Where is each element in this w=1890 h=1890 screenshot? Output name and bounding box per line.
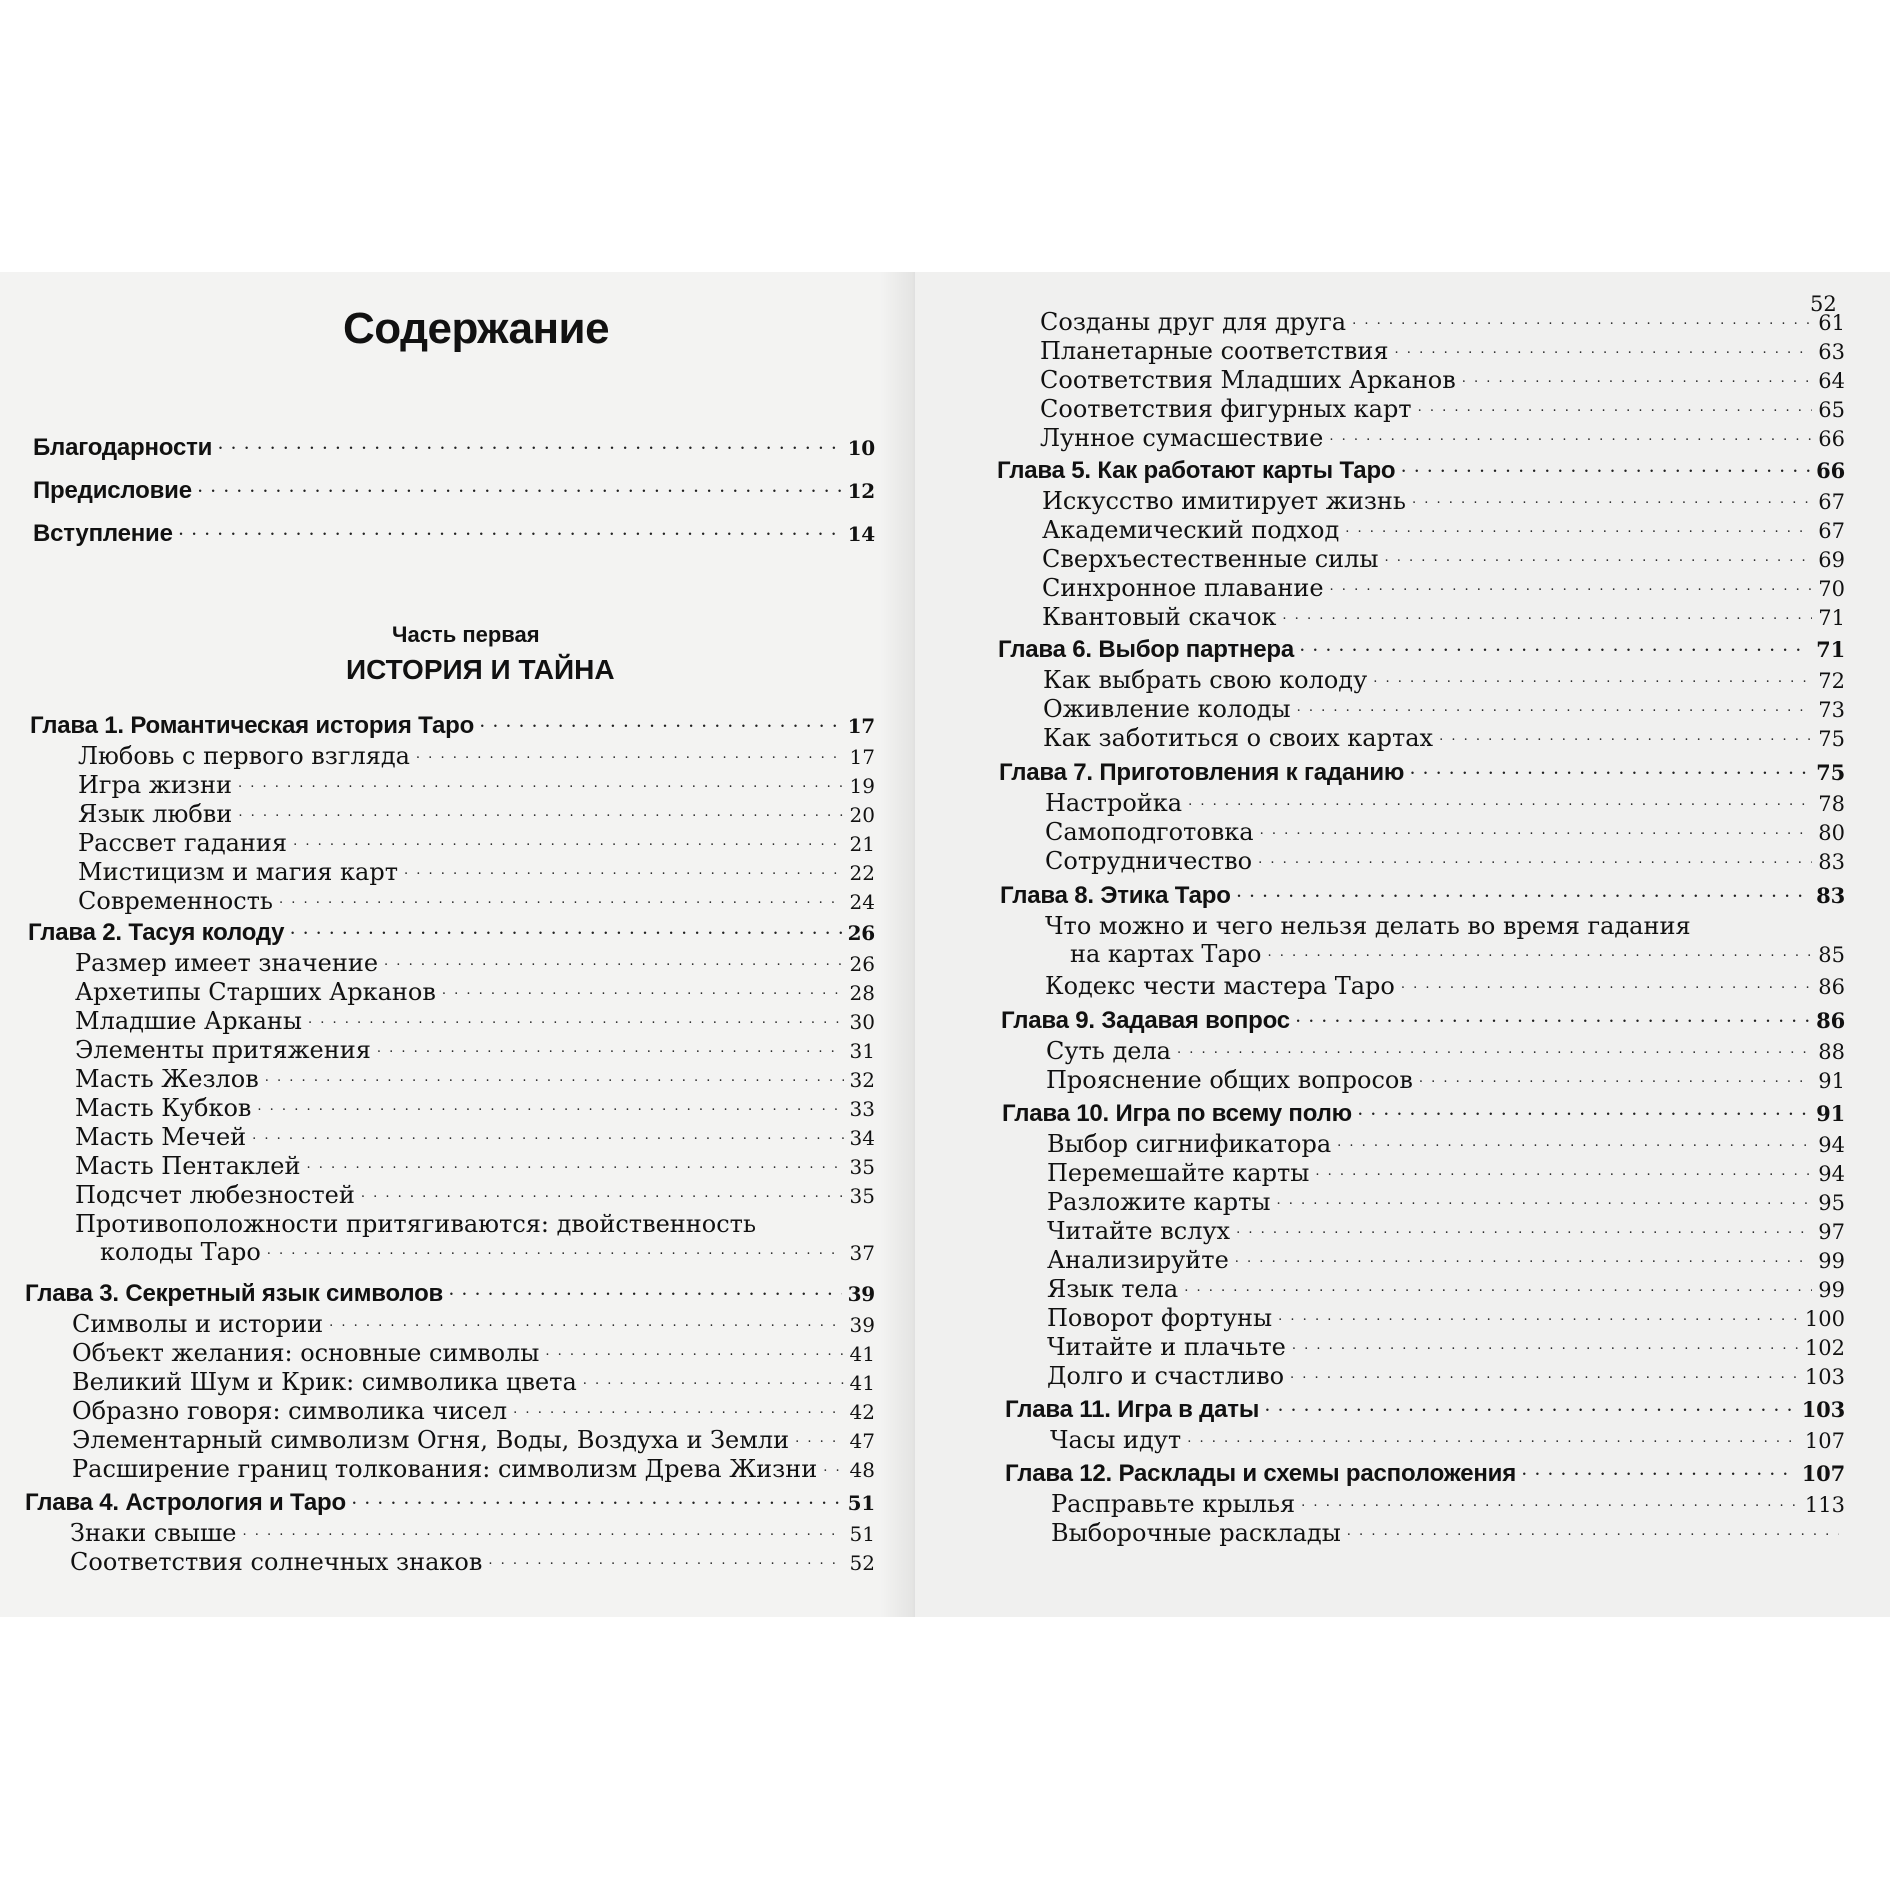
toc-entry-label-line2: колоды Таро — [100, 1238, 261, 1266]
leader-dots — [488, 1542, 843, 1570]
toc-entry-label: Поворот фортуны — [1047, 1304, 1273, 1332]
leader-dots — [1337, 1124, 1812, 1152]
toc-entry-label-line2: на картах Таро — [1070, 940, 1262, 968]
toc-entry-page: 41 — [849, 1371, 875, 1395]
toc-entry-label: Знаки свыше — [70, 1519, 237, 1547]
chapter-label: Глава 2. Тасуя колоду — [28, 919, 285, 946]
leader-dots — [480, 706, 842, 734]
toc-entry-label: Архетипы Старших Арканов — [75, 978, 436, 1006]
toc-entry-label: Масть Мечей — [75, 1123, 247, 1151]
toc-entry-page: 72 — [1818, 669, 1845, 693]
toc-entry-label: Созданы друг для друга — [1040, 308, 1347, 336]
toc-entry-page: 95 — [1818, 1191, 1845, 1215]
toc-entry-label: Лунное сумасшествие — [1040, 424, 1324, 452]
chapter-page: 51 — [847, 1491, 875, 1515]
toc-entry-label: Квантовый скачок — [1042, 603, 1277, 631]
leader-dots — [1278, 1298, 1799, 1326]
toc-entry-multiline[interactable] — [1045, 912, 1845, 968]
toc-entry-label: Язык тела — [1047, 1275, 1179, 1303]
chapter-page: 83 — [1816, 883, 1845, 908]
leader-dots — [1296, 1001, 1810, 1029]
chapter-page: 91 — [1816, 1101, 1845, 1126]
toc-entry[interactable] — [1040, 424, 1845, 452]
toc-entry-label: Масть Жезлов — [75, 1065, 259, 1093]
toc-entry-label: Как заботиться о своих картах — [1043, 724, 1434, 752]
toc-entry-label: Выбор сигнификатора — [1047, 1130, 1332, 1158]
toc-entry-label: Планетарные соответствия — [1040, 337, 1389, 365]
toc-entry-multiline[interactable] — [75, 1210, 875, 1266]
leader-dots — [257, 1088, 843, 1116]
leader-dots — [1187, 1420, 1799, 1448]
leader-dots — [279, 881, 844, 909]
toc-entry-page: 78 — [1818, 792, 1845, 816]
toc-entry-page: 71 — [1818, 606, 1845, 630]
toc-entry[interactable] — [1047, 1362, 1845, 1390]
chapter-page: 75 — [1816, 760, 1845, 785]
toc-entry[interactable] — [78, 887, 875, 915]
toc-entry-page: 70 — [1818, 577, 1845, 601]
part-title: ИСТОРИЯ И ТАЙНА — [346, 654, 615, 685]
leader-dots — [1401, 451, 1810, 479]
toc-entry-label: Перемешайте карты — [1047, 1159, 1310, 1187]
toc-entry-label: Прояснение общих вопросов — [1046, 1066, 1413, 1094]
toc-entry-page: 66 — [1818, 427, 1845, 451]
toc-entry-page: 85 — [1818, 943, 1845, 967]
right-page — [915, 272, 1890, 1617]
toc-entry-page: 37 — [849, 1241, 875, 1265]
toc-entry[interactable] — [72, 1426, 875, 1454]
toc-entry-label: Элементы притяжения — [75, 1036, 371, 1064]
leader-dots — [1439, 718, 1812, 746]
leader-dots — [1290, 1356, 1799, 1384]
toc-entry-page: 14 — [847, 522, 875, 546]
toc-entry[interactable] — [1045, 972, 1845, 1000]
toc-entry[interactable] — [33, 520, 875, 548]
leader-dots — [267, 1232, 844, 1260]
toc-entry-label: Долго и счастливо — [1047, 1362, 1285, 1390]
toc-entry-label: Настройка — [1045, 789, 1183, 817]
toc-entry-label: Выборочные расклады — [1051, 1519, 1341, 1547]
toc-entry-label: Подсчет любезностей — [75, 1181, 355, 1209]
toc-entry-label: Символы и истории — [72, 1310, 324, 1338]
toc-entry-page: 34 — [849, 1126, 875, 1150]
toc-entry-page: 10 — [847, 436, 875, 460]
toc-entry-page: 33 — [849, 1097, 875, 1121]
toc-entry-page: 69 — [1818, 548, 1845, 572]
toc-entry-page: 64 — [1818, 369, 1845, 393]
leader-dots — [1522, 1454, 1796, 1482]
toc-entry-page: 42 — [849, 1400, 875, 1424]
toc-entry-page: 94 — [1818, 1133, 1845, 1157]
leader-dots — [1373, 660, 1812, 688]
toc-entry-label: Кодекс чести мастера Таро — [1045, 972, 1395, 1000]
toc-entry-label: Современность — [78, 887, 273, 915]
leader-dots — [795, 1420, 843, 1448]
toc-entry-label: Рассвет гадания — [78, 829, 288, 857]
toc-entry-label: Объект желания: основные символы — [72, 1339, 540, 1367]
toc-entry-page: 103 — [1804, 1365, 1845, 1389]
leader-dots — [238, 794, 843, 822]
toc-entry-label-line1: Противоположности притягиваются: двойственность — [75, 1210, 757, 1238]
chapter-label: Глава 8. Этика Таро — [1000, 882, 1231, 909]
toc-entry-page: 22 — [849, 861, 875, 885]
toc-entry-label: Искусство имитирует жизнь — [1042, 487, 1406, 515]
toc-entry-label: Академический подход — [1042, 516, 1340, 544]
chapter-label: Глава 7. Приготовления к гаданию — [999, 759, 1405, 786]
toc-entry[interactable] — [33, 477, 875, 505]
toc-entry-page: 100 — [1804, 1307, 1845, 1331]
toc-entry-label: Размер имеет значение — [75, 949, 379, 977]
leader-dots — [1236, 1211, 1812, 1239]
toc-entry-label: Синхронное плавание — [1042, 574, 1324, 602]
leader-dots — [1330, 568, 1813, 596]
leader-dots — [1401, 966, 1812, 994]
leader-dots — [306, 1146, 843, 1174]
leader-dots — [377, 1030, 844, 1058]
leader-dots — [404, 852, 844, 880]
chapter-label: Глава 10. Игра по всему полю — [1002, 1100, 1352, 1127]
chapter-page: 26 — [847, 921, 875, 945]
toc-entry[interactable] — [1050, 1426, 1845, 1454]
toc-entry-label: Сотрудничество — [1045, 847, 1253, 875]
chapter-page: 39 — [847, 1282, 875, 1306]
chapter-page: 86 — [1816, 1008, 1845, 1033]
leader-dots — [442, 972, 844, 1000]
leader-dots — [1412, 481, 1812, 509]
leader-dots — [1265, 1390, 1796, 1418]
chapter-label: Глава 3. Секретный язык символов — [25, 1280, 444, 1307]
toc-entry-label: Читайте вслух — [1047, 1217, 1231, 1245]
leader-dots — [1235, 1240, 1812, 1268]
toc-entry-page: 39 — [849, 1313, 875, 1337]
leader-dots — [1301, 1484, 1799, 1512]
toc-entry-label: Самоподготовка — [1045, 818, 1254, 846]
toc-entry-label: Соответствия Младших Арканов — [1040, 366, 1456, 394]
leader-dots — [823, 1449, 843, 1477]
toc-entry-label: Соответствия солнечных знаков — [70, 1548, 483, 1576]
toc-entry-page: 91 — [1818, 1069, 1845, 1093]
page-title: Содержание — [343, 304, 610, 353]
leader-dots — [1410, 753, 1810, 781]
book-spread — [0, 272, 1890, 1617]
chapter-label: Глава 4. Астрология и Таро — [25, 1489, 346, 1516]
toc-entry[interactable] — [1043, 724, 1845, 752]
leader-dots — [1419, 1060, 1812, 1088]
toc-entry-label: Игра жизни — [78, 771, 232, 799]
leader-dots — [1282, 597, 1812, 625]
leader-dots — [1276, 1182, 1812, 1210]
leader-dots — [179, 514, 842, 542]
chapter-label: Глава 1. Романтическая история Таро — [30, 712, 475, 739]
toc-entry-page: 28 — [849, 981, 875, 1005]
toc-entry-page: 31 — [849, 1039, 875, 1063]
toc-entry-page: 73 — [1818, 698, 1845, 722]
toc-entry-page: 107 — [1804, 1429, 1845, 1453]
leader-dots — [218, 428, 841, 456]
toc-entry-page: 41 — [849, 1342, 875, 1366]
toc-entry-page: 97 — [1818, 1220, 1845, 1244]
toc-entry-label: Элементарный символизм Огня, Воды, Воздуха и Земли — [72, 1426, 790, 1454]
toc-entry-page: 67 — [1818, 519, 1845, 543]
leader-dots — [1188, 783, 1812, 811]
toc-entry-label: Анализируйте — [1047, 1246, 1229, 1274]
toc-entry-page: 24 — [849, 890, 875, 914]
toc-entry-label: Соответствия фигурных карт — [1040, 395, 1412, 423]
toc-entry-label: Расширение границ толкования: символизм Древа Жизни — [72, 1455, 818, 1483]
chapter-label: Глава 11. Игра в даты — [1005, 1396, 1260, 1423]
toc-entry-page: 26 — [849, 952, 875, 976]
toc-entry-label: Масть Кубков — [75, 1094, 252, 1122]
leader-dots — [329, 1304, 843, 1332]
leader-dots — [1315, 1153, 1812, 1181]
chapter-label: Глава 6. Выбор партнера — [998, 636, 1294, 663]
toc-entry-page: 32 — [849, 1068, 875, 1092]
toc-entry-page: 94 — [1818, 1162, 1845, 1186]
toc-entry-label: Язык любви — [78, 800, 233, 828]
toc-entry-label: Вступление — [33, 520, 173, 547]
leader-dots — [1300, 630, 1810, 658]
toc-entry-page: 20 — [849, 803, 875, 827]
toc-entry-page: 67 — [1818, 490, 1845, 514]
toc-entry-label: Благодарности — [33, 434, 213, 461]
toc-entry-label: Предисловие — [33, 477, 192, 504]
toc-entry-page: 99 — [1818, 1249, 1845, 1273]
leader-dots — [1258, 841, 1812, 869]
toc-entry-line2 — [1070, 940, 1845, 968]
left-page — [0, 272, 915, 1617]
leader-dots — [1297, 689, 1813, 717]
toc-entry-page: 21 — [849, 832, 875, 856]
toc-entry-page: 63 — [1818, 340, 1845, 364]
toc-entry-label: Расправьте крылья — [1051, 1490, 1296, 1518]
toc-entry[interactable] — [72, 1455, 875, 1483]
toc-entry-page: 35 — [849, 1155, 875, 1179]
toc-entry-label: Мистицизм и магия карт — [78, 858, 398, 886]
leader-dots — [290, 913, 841, 941]
chapter-page: 66 — [1816, 458, 1845, 483]
leader-dots — [308, 1001, 844, 1029]
part-label: Часть первая — [392, 622, 540, 647]
toc-entry-page: 52 — [849, 1551, 875, 1575]
toc-entry-label: Как выбрать свою колоду — [1043, 666, 1368, 694]
toc-entry-label: Читайте и плачьте — [1047, 1333, 1286, 1361]
toc-entry-page: 80 — [1818, 821, 1845, 845]
chapter-entry[interactable] — [1000, 882, 1845, 910]
leader-dots — [1237, 876, 1810, 904]
toc-entry[interactable] — [33, 434, 875, 462]
leader-dots — [1292, 1327, 1799, 1355]
toc-entry-page: 51 — [849, 1522, 875, 1546]
toc-entry-label-line1: Что можно и чего нельзя делать во время гадания — [1045, 912, 1691, 940]
toc-entry[interactable] — [72, 1397, 875, 1425]
toc-entry[interactable] — [1042, 603, 1845, 631]
chapter-label: Глава 5. Как работают карты Таро — [997, 457, 1396, 484]
toc-entry-page: 12 — [847, 479, 875, 503]
toc-entry-label: Часы идут — [1050, 1426, 1182, 1454]
leader-dots — [1395, 331, 1813, 359]
leader-dots — [1345, 510, 1812, 538]
leader-dots — [252, 1117, 843, 1145]
toc-entry-label: Образно говоря: символика чисел — [72, 1397, 508, 1425]
leader-dots — [1352, 302, 1812, 330]
leader-dots — [1347, 1513, 1839, 1541]
toc-entry-label: Младшие Арканы — [75, 1007, 302, 1035]
leader-dots — [1177, 1031, 1812, 1059]
chapter-page: 71 — [1816, 637, 1845, 662]
leader-dots — [1358, 1094, 1810, 1122]
toc-entry-label: Оживление колоды — [1043, 695, 1291, 723]
toc-entry-page: 61 — [1818, 311, 1845, 335]
chapter-page: 103 — [1801, 1397, 1845, 1422]
leader-dots — [265, 1059, 844, 1087]
toc-entry[interactable] — [75, 1181, 875, 1209]
leader-dots — [361, 1175, 844, 1203]
toc-entry-page: 88 — [1818, 1040, 1845, 1064]
chapter-label: Глава 9. Задавая вопрос — [1001, 1007, 1290, 1034]
leader-dots — [1260, 812, 1813, 840]
toc-entry-label: Сверхъестественные силы — [1042, 545, 1379, 573]
leader-dots — [1462, 360, 1813, 388]
leader-dots — [1385, 539, 1813, 567]
toc-entry-page: 113 — [1804, 1493, 1845, 1517]
toc-entry-page: 30 — [849, 1010, 875, 1034]
leader-dots — [352, 1483, 842, 1511]
leader-dots — [449, 1274, 841, 1302]
toc-entry-page: 52 — [1810, 292, 1837, 316]
toc-entry-page: 47 — [849, 1429, 875, 1453]
toc-entry[interactable] — [70, 1548, 875, 1576]
toc-entry-label: Любовь с первого взгляда — [78, 742, 410, 770]
toc-entry-page: 86 — [1818, 975, 1845, 999]
toc-entry-page: 17 — [849, 745, 875, 769]
toc-entry-page: 99 — [1818, 1278, 1845, 1302]
toc-entry-page: 65 — [1818, 398, 1845, 422]
leader-dots — [198, 471, 842, 499]
leader-dots — [242, 1513, 843, 1541]
leader-dots — [545, 1333, 843, 1361]
toc-entry-page: 48 — [849, 1458, 875, 1482]
chapter-page: 17 — [847, 714, 875, 738]
toc-entry-line2 — [100, 1238, 875, 1266]
leader-dots — [238, 765, 844, 793]
leader-dots — [513, 1391, 843, 1419]
toc-entry[interactable] — [1045, 847, 1845, 875]
toc-entry[interactable] — [1046, 1066, 1845, 1094]
toc-entry-label: Суть дела — [1046, 1037, 1171, 1065]
leader-dots — [1329, 418, 1812, 446]
leader-dots — [1418, 389, 1813, 417]
chapter-label: Глава 12. Расклады и схемы расположения — [1005, 1460, 1517, 1487]
toc-entry-page: 19 — [849, 774, 875, 798]
leader-dots — [1184, 1269, 1812, 1297]
toc-entry-page: 83 — [1818, 850, 1845, 874]
toc-entry-label: Великий Шум и Крик: символика цвета — [72, 1368, 577, 1396]
toc-entry-page: 75 — [1818, 727, 1845, 751]
toc-entry-page: 35 — [849, 1184, 875, 1208]
toc-entry-label: Масть Пентаклей — [75, 1152, 301, 1180]
toc-entry[interactable] — [1051, 1519, 1845, 1547]
leader-dots — [583, 1362, 844, 1390]
chapter-page: 107 — [1801, 1461, 1845, 1486]
leader-dots — [416, 736, 844, 764]
leader-dots — [384, 943, 844, 971]
leader-dots — [293, 823, 843, 851]
toc-entry-page: 102 — [1804, 1336, 1845, 1360]
leader-dots — [1267, 934, 1812, 962]
toc-entry-label: Разложите карты — [1047, 1188, 1271, 1216]
